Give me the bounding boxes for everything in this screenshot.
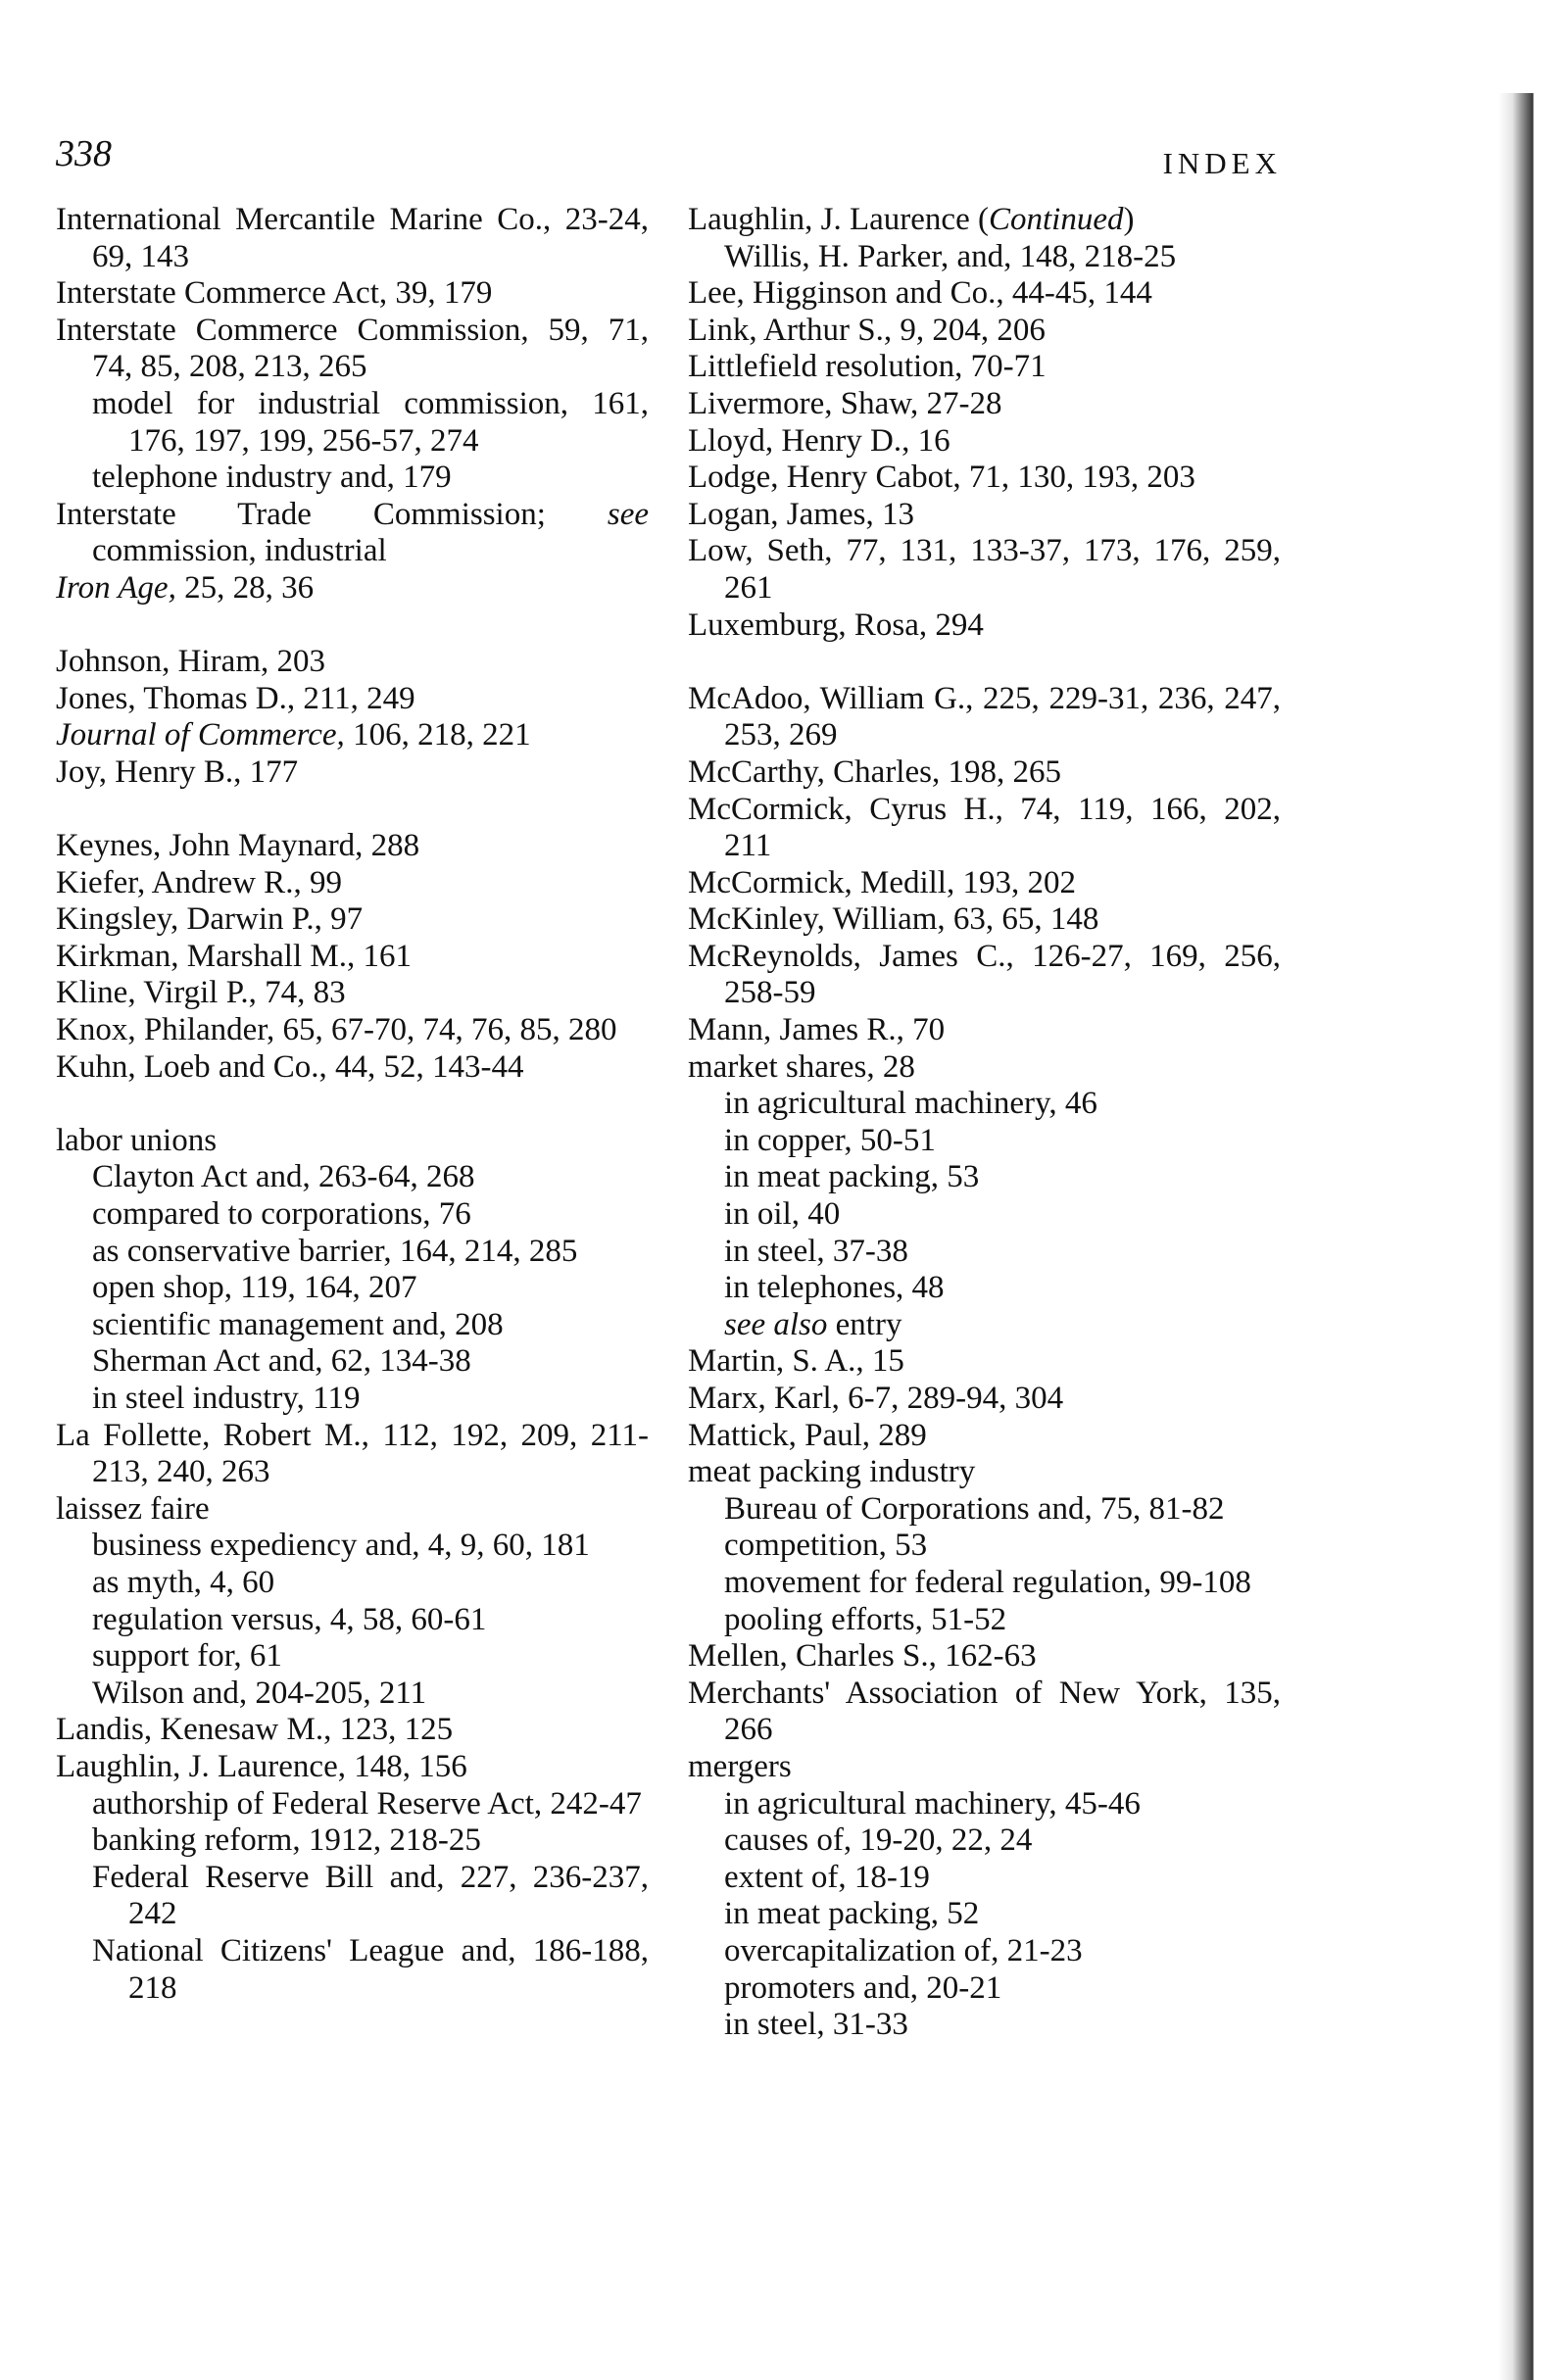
index-entry: [56, 681, 649, 718]
entry-text: competition, 53: [724, 1528, 928, 1564]
index-subentry: [688, 1123, 1281, 1160]
index-subentry: [56, 1638, 649, 1676]
entry-text: mergers: [688, 1748, 792, 1784]
entry-italic-text: Iron Age,: [56, 569, 176, 606]
entry-text: ): [1123, 202, 1135, 237]
entry-text: in steel, 37-38: [724, 1233, 908, 1269]
index-entry: [688, 313, 1281, 350]
entry-text: Kirkman, Marshall M., 161: [56, 938, 412, 974]
entry-text: McKinley, William, 63, 65, 148: [688, 901, 1099, 938]
index-subentry: [688, 1307, 1281, 1344]
entry-text: in meat packing, 52: [724, 1896, 980, 1932]
letter-group-gap: [56, 1086, 649, 1123]
entry-text: Low, Seth, 77, 131, 133-37, 173, 176, 259, 261: [688, 533, 1281, 606]
index-subentry: [688, 1270, 1281, 1307]
index-subentry: [56, 1933, 649, 2007]
index-entry: [688, 901, 1281, 939]
index-entry: [56, 570, 649, 607]
index-column-left: [56, 202, 649, 2007]
entry-text: Interstate Commerce Commission, 59, 71, 74, 85, 208, 213, 265: [56, 312, 649, 385]
entry-text: model for industrial commission, 161, 176, 197, 199, 256-57, 274: [92, 385, 649, 459]
index-subentry: [688, 1602, 1281, 1639]
entry-text: Clayton Act and, 263-64, 268: [92, 1159, 475, 1195]
letter-group-gap: [688, 644, 1281, 681]
index-entry: [56, 1123, 649, 1160]
index-subentry: [56, 460, 649, 497]
entry-text: Lloyd, Henry D., 16: [688, 422, 950, 459]
entry-text: Interstate Trade Commission;: [56, 496, 608, 532]
entry-text: Lodge, Henry Cabot, 71, 130, 193, 203: [688, 460, 1195, 496]
entry-text: Keynes, John Maynard, 288: [56, 828, 420, 864]
entry-text: business expediency and, 4, 9, 60, 181: [92, 1528, 590, 1564]
index-subentry: [688, 1234, 1281, 1271]
entry-text: open shop, 119, 164, 207: [92, 1270, 417, 1306]
entry-text: in meat packing, 53: [724, 1159, 980, 1195]
entry-text: market shares, 28: [688, 1048, 915, 1085]
index-entry: [688, 1638, 1281, 1676]
entry-text: movement for federal regulation, 99-108: [724, 1564, 1251, 1600]
index-entry: [688, 349, 1281, 386]
entry-text: overcapitalization of, 21-23: [724, 1932, 1083, 1968]
index-entry: [688, 275, 1281, 313]
index-entry: [688, 1749, 1281, 1786]
entry-text: support for, 61: [92, 1638, 282, 1675]
index-entry: [688, 865, 1281, 902]
entry-italic-text: Journal of Commerce,: [56, 717, 345, 753]
index-entry: [688, 607, 1281, 645]
index-subentry: [688, 1528, 1281, 1565]
entry-text: Laughlin, J. Laurence, 148, 156: [56, 1748, 467, 1784]
index-subentry: [56, 1786, 649, 1823]
index-entry: [688, 754, 1281, 792]
entry-text: Knox, Philander, 65, 67-70, 74, 76, 85, 280: [56, 1012, 617, 1048]
index-entry: [56, 1749, 649, 1786]
entry-text: in agricultural machinery, 46: [724, 1086, 1097, 1122]
entry-text: McReynolds, James C., 126-27, 169, 256, 258-59: [688, 938, 1281, 1011]
index-entry: [688, 497, 1281, 534]
index-entry: [56, 497, 649, 570]
index-subentry: [688, 1086, 1281, 1123]
entry-text: Landis, Kenesaw M., 123, 125: [56, 1712, 454, 1748]
entry-italic-text: see: [607, 496, 649, 532]
entry-text: Kiefer, Andrew R., 99: [56, 864, 342, 900]
entry-text: in oil, 40: [724, 1196, 841, 1233]
entry-text: Wilson and, 204-205, 211: [92, 1675, 427, 1711]
entry-text: Kline, Virgil P., 74, 83: [56, 975, 346, 1011]
index-subentry: [56, 1602, 649, 1639]
index-subentry: [56, 1676, 649, 1713]
entry-text: Kingsley, Darwin P., 97: [56, 901, 364, 938]
index-entry: [688, 423, 1281, 461]
index-subentry: [56, 1270, 649, 1307]
entry-text: Link, Arthur S., 9, 204, 206: [688, 312, 1046, 348]
entry-text: banking reform, 1912, 218-25: [92, 1822, 481, 1859]
entry-text: Mann, James R., 70: [688, 1012, 946, 1048]
index-entry: [56, 1491, 649, 1529]
index-subentry: [688, 1896, 1281, 1933]
entry-text: in telephones, 48: [724, 1270, 945, 1306]
index-entry: [688, 939, 1281, 1012]
index-entry: [56, 901, 649, 939]
entry-italic-text: Continued: [988, 202, 1124, 237]
entry-text: International Mercantile Marine Co., 23-24, 69, 143: [56, 202, 649, 274]
entry-text: La Follette, Robert M., 112, 192, 209, 211-213, 240, 263: [56, 1417, 649, 1490]
index-column-right: [688, 202, 1281, 2044]
index-entry: [688, 1049, 1281, 1087]
entry-text: Laughlin, J. Laurence (: [688, 202, 989, 237]
index-entry: [56, 313, 649, 386]
index-subentry: [688, 1970, 1281, 2008]
index-entry: [688, 1454, 1281, 1491]
entry-text: McCormick, Medill, 193, 202: [688, 864, 1076, 900]
index-subentry: [688, 1786, 1281, 1823]
index-entry: [688, 202, 1281, 239]
entry-text: Bureau of Corporations and, 75, 81-82: [724, 1490, 1225, 1527]
entry-text: labor unions: [56, 1122, 218, 1158]
index-entry: [688, 460, 1281, 497]
entry-text: Martin, S. A., 15: [688, 1343, 904, 1380]
entry-text: McAdoo, William G., 225, 229-31, 236, 247, 253, 269: [688, 680, 1281, 753]
index-subentry: [56, 1159, 649, 1196]
entry-text: McCarthy, Charles, 198, 265: [688, 753, 1061, 790]
letter-group-gap: [56, 607, 649, 645]
index-entry: [56, 754, 649, 792]
index-subentry: [56, 1565, 649, 1602]
index-entry: [688, 386, 1281, 423]
entry-text: scientific management and, 208: [92, 1306, 504, 1342]
index-subentry: [688, 1491, 1281, 1529]
entry-text: causes of, 19-20, 22, 24: [724, 1822, 1033, 1859]
scan-binding-edge: [1466, 93, 1559, 2380]
entry-text: in steel, 31-33: [724, 2007, 908, 2043]
entry-text: promoters and, 20-21: [724, 1969, 1002, 2006]
index-subentry: [56, 1343, 649, 1381]
entry-text: meat packing industry: [688, 1454, 976, 1490]
index-subentry: [688, 1196, 1281, 1234]
index-entry: [56, 1712, 649, 1749]
entry-text: 106, 218, 221: [344, 717, 531, 753]
index-subentry: [56, 1860, 649, 1933]
entry-text: Mellen, Charles S., 162-63: [688, 1638, 1037, 1675]
entry-text: as myth, 4, 60: [92, 1564, 275, 1600]
index-entry: [56, 1049, 649, 1087]
index-subentry: [688, 1933, 1281, 1970]
index-subentry: [56, 1196, 649, 1234]
index-subentry: [688, 1822, 1281, 1860]
entry-text: Merchants' Association of New York, 135, 266: [688, 1675, 1281, 1748]
entry-text: McCormick, Cyrus H., 74, 119, 166, 202, 211: [688, 791, 1281, 864]
index-entry: [56, 202, 649, 275]
entry-text: Johnson, Hiram, 203: [56, 644, 325, 680]
index-entry: [56, 865, 649, 902]
entry-text: Sherman Act and, 62, 134-38: [92, 1343, 471, 1380]
entry-text: Interstate Commerce Act, 39, 179: [56, 275, 493, 312]
index-entry: [56, 717, 649, 754]
index-entry: [688, 533, 1281, 607]
index-subentry: [688, 239, 1281, 276]
entry-text: compared to corporations, 76: [92, 1196, 471, 1233]
entry-text: Federal Reserve Bill and, 227, 236-237, 242: [92, 1859, 649, 1932]
entry-text: in copper, 50-51: [724, 1122, 936, 1158]
entry-italic-text: see also: [724, 1306, 828, 1342]
index-entry: [688, 792, 1281, 865]
index-entry: [688, 1012, 1281, 1049]
index-entry: [688, 1343, 1281, 1381]
index-entry: [56, 939, 649, 976]
entry-text: Littlefield resolution, 70-71: [688, 349, 1047, 385]
entry-text: Luxemburg, Rosa, 294: [688, 607, 984, 643]
index-subentry: [56, 386, 649, 460]
entry-text: commission, industrial: [92, 533, 387, 569]
entry-text: 25, 28, 36: [175, 569, 315, 606]
index-subentry: [688, 2007, 1281, 2044]
index-entry: [56, 275, 649, 313]
index-entry: [56, 1418, 649, 1491]
entry-text: entry: [827, 1306, 902, 1342]
entry-text: National Citizens' League and, 186-188, 218: [92, 1932, 649, 2006]
index-entry: [688, 681, 1281, 754]
index-subentry: [56, 1307, 649, 1344]
running-head: INDEX: [1162, 146, 1282, 180]
index-entry: [56, 1012, 649, 1049]
entry-text: in steel industry, 119: [92, 1381, 361, 1416]
entry-text: Willis, H. Parker, and, 148, 218-25: [724, 238, 1177, 274]
index-subentry: [56, 1822, 649, 1860]
entry-text: in agricultural machinery, 45-46: [724, 1785, 1141, 1821]
index-entry: [56, 828, 649, 865]
index-subentry: [688, 1565, 1281, 1602]
entry-text: pooling efforts, 51-52: [724, 1601, 1007, 1637]
index-entry: [56, 975, 649, 1012]
index-entry: [56, 644, 649, 681]
index-subentry: [688, 1860, 1281, 1897]
entry-text: Kuhn, Loeb and Co., 44, 52, 143-44: [56, 1048, 524, 1085]
entry-text: as conservative barrier, 164, 214, 285: [92, 1233, 578, 1269]
entry-text: Jones, Thomas D., 211, 249: [56, 680, 415, 716]
entry-text: Joy, Henry B., 177: [56, 753, 299, 790]
index-subentry: [56, 1234, 649, 1271]
index-entry: [688, 1381, 1281, 1418]
entry-text: Logan, James, 13: [688, 496, 914, 532]
entry-text: extent of, 18-19: [724, 1859, 930, 1895]
entry-text: Mattick, Paul, 289: [688, 1417, 927, 1453]
index-subentry: [56, 1381, 649, 1418]
page-number: 338: [56, 133, 112, 174]
index-entry: [688, 1676, 1281, 1749]
index-entry: [688, 1418, 1281, 1455]
entry-text: Marx, Karl, 6-7, 289-94, 304: [688, 1381, 1064, 1416]
entry-text: Lee, Higginson and Co., 44-45, 144: [688, 275, 1152, 312]
entry-text: laissez faire: [56, 1490, 210, 1527]
entry-text: telephone industry and, 179: [92, 460, 452, 496]
index-subentry: [56, 1528, 649, 1565]
entry-text: authorship of Federal Reserve Act, 242-47: [92, 1785, 642, 1821]
entry-text: Livermore, Shaw, 27-28: [688, 385, 1002, 421]
index-subentry: [688, 1159, 1281, 1196]
entry-text: regulation versus, 4, 58, 60-61: [92, 1601, 487, 1637]
letter-group-gap: [56, 792, 649, 829]
